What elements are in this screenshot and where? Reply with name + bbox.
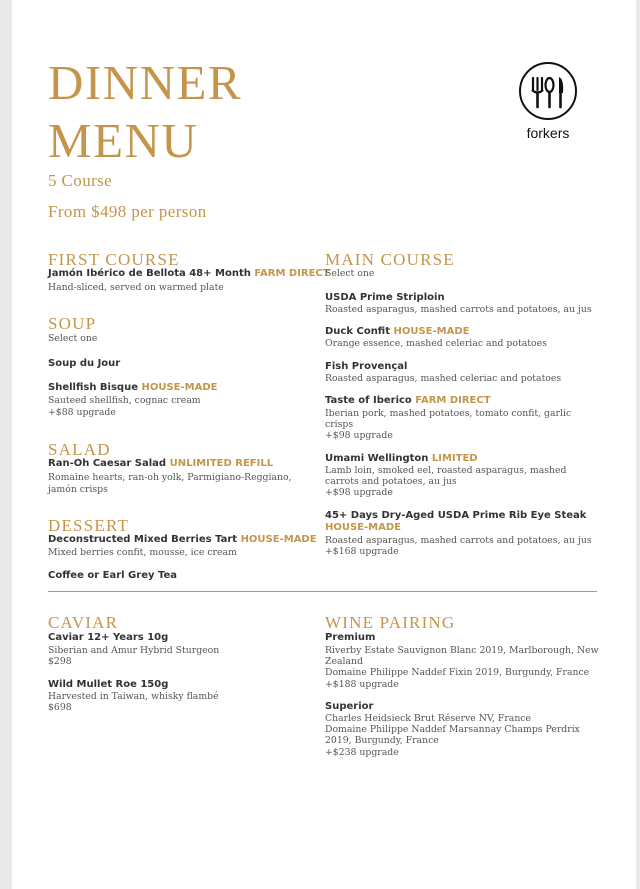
main-item5-desc-line1: Lamb loin, smoked eel, roasted asparagus, mashed [325, 465, 567, 476]
main-item5-upgrade: +$98 upgrade [325, 487, 393, 498]
dish-tag: UNLIMITED REFILL [169, 458, 274, 469]
page-title-line2: MENU [48, 113, 199, 168]
dish-name: Umami Wellington [325, 453, 429, 464]
dish-tag: LIMITED [431, 453, 478, 464]
soup-heading: SOUP [48, 314, 97, 333]
dish-tag: FARM DIRECT [415, 395, 491, 406]
page-title-line1: DINNER [48, 55, 243, 110]
soup-item2-desc: Sauteed shellfish, cognac cream [48, 395, 201, 406]
dessert-dish [48, 534, 317, 546]
caviar-item1-desc: Siberian and Amur Hybrid Sturgeon [48, 645, 220, 656]
dish-tag: FARM DIRECT [254, 268, 330, 279]
main-item5-desc-line2: carrots and potatoes, au jus [325, 476, 457, 487]
main-item6-upgrade: +$168 upgrade [325, 546, 399, 557]
main-item4-upgrade: +$98 upgrade [325, 430, 393, 441]
main-course-heading: MAIN COURSE [325, 250, 455, 269]
salad-heading: SALAD [48, 440, 111, 459]
dessert-desc: Mixed berries confit, mousse, ice cream [48, 547, 237, 558]
fork-spoon-knife-icon [516, 62, 580, 120]
first-course-desc: Hand-sliced, served on warmed plate [48, 282, 224, 293]
wine-tier1-line3: Domaine Philippe Naddef Fixin 2019, Burgundy, France [325, 667, 590, 678]
main-item4-desc-line1: Iberian pork, mashed potatoes, tomato confit, garlic [325, 408, 572, 419]
dessert-heading: DESSERT [48, 516, 130, 535]
wine-tier1-line2: Zealand [325, 656, 363, 667]
first-course-heading: FIRST COURSE [48, 250, 180, 269]
main-item4 [325, 395, 491, 407]
dish-tag: HOUSE-MADE [141, 382, 218, 393]
soup-item2-upgrade: +$88 upgrade [48, 407, 116, 418]
wine-tier1: Premium [325, 632, 376, 643]
dish-name: Deconstructed Mixed Berries Tart [48, 534, 238, 545]
dish-name: Jamón Ibérico de Bellota 48+ Month [48, 268, 251, 279]
course-count: 5 Course [48, 171, 113, 190]
first-course-dish [48, 268, 330, 280]
wine-tier1-line1: Riverby Estate Sauvignon Blanc 2019, Marlborough, New [325, 645, 599, 656]
caviar-heading: CAVIAR [48, 613, 119, 632]
soup-item2 [48, 382, 217, 394]
wine-tier2-line3: 2019, Burgundy, France [325, 735, 439, 746]
soup-select: Select one [48, 333, 98, 344]
dessert-drink: Coffee or Earl Grey Tea [48, 570, 178, 581]
dish-name: Shellfish Bisque [48, 382, 138, 393]
main-item6: 45+ Days Dry-Aged USDA Prime Rib Eye Steak [325, 510, 587, 521]
main-item6-tag: HOUSE-MADE [325, 522, 401, 533]
salad-dish [48, 458, 273, 470]
salad-desc-line1: Romaine hearts, ran-oh yolk, Parmigiano-Reggiano, [48, 472, 292, 483]
wine-tier2-upgrade: +$238 upgrade [325, 747, 399, 758]
main-course-select: Select one [325, 268, 375, 279]
price-per-person: From $498 per person [48, 202, 207, 221]
caviar-item2-price: $698 [48, 702, 72, 713]
caviar-item1-price: $298 [48, 656, 72, 667]
dish-name: Taste of Iberico [325, 395, 412, 406]
caviar-item2-desc: Harvested in Taiwan, whisky flambé [48, 691, 219, 702]
dish-tag: HOUSE-MADE [393, 326, 470, 337]
dish-tag: HOUSE-MADE [240, 534, 317, 545]
main-item5 [325, 453, 478, 465]
wine-tier2: Superior [325, 701, 374, 712]
main-item3-desc: Roasted asparagus, mashed celeriac and potatoes [325, 373, 562, 384]
soup-item1: Soup du Jour [48, 358, 121, 369]
main-item3: Fish Provençal [325, 361, 408, 372]
main-item1: USDA Prime Striploin [325, 292, 445, 303]
main-item2 [325, 326, 469, 338]
main-item6-desc: Roasted asparagus, mashed carrots and potatoes, au jus [325, 535, 592, 546]
main-item1-desc: Roasted asparagus, mashed carrots and potatoes, au jus [325, 304, 592, 315]
wine-pairing-heading: WINE PAIRING [325, 613, 456, 632]
caviar-item1: Caviar 12+ Years 10g [48, 632, 169, 643]
wine-tier2-line2: Domaine Philippe Naddef Marsannay Champs Perdrix [325, 724, 580, 735]
salad-desc-line2: jamón crisps [48, 484, 108, 495]
wine-tier1-upgrade: +$188 upgrade [325, 679, 399, 690]
logo-wordmark: forkers [526, 125, 570, 141]
caviar-item2: Wild Mullet Roe 150g [48, 679, 169, 690]
dish-name: Ran-Oh Caesar Salad [48, 458, 167, 469]
wine-tier2-line1: Charles Heidsieck Brut Réserve NV, France [325, 713, 532, 724]
section-divider [48, 591, 597, 592]
dish-name: Duck Confit [325, 326, 390, 337]
forkers-logo [515, 62, 581, 141]
main-item2-desc: Orange essence, mashed celeriac and potatoes [325, 338, 547, 349]
main-item4-desc-line2: crisps [325, 419, 354, 430]
